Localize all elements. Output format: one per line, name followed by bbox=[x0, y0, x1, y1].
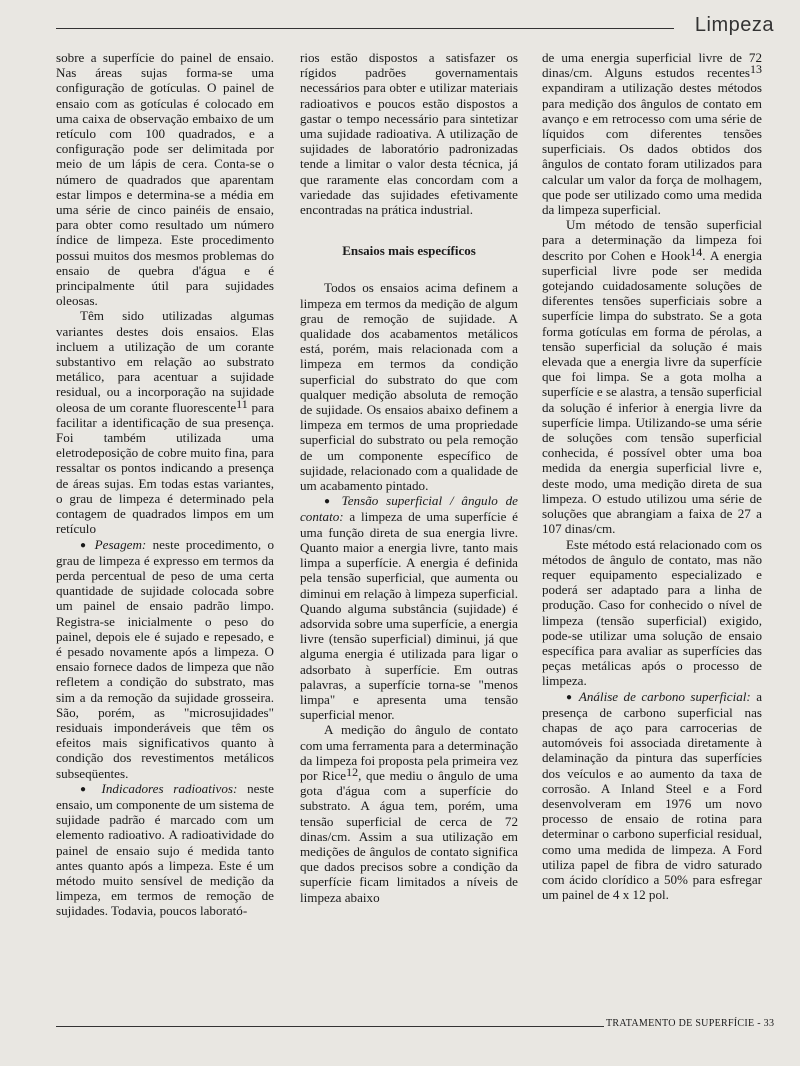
section-heading: Ensaios mais específicos bbox=[342, 243, 476, 259]
term: Pesagem: bbox=[94, 536, 147, 552]
text-run: de uma energia superficial livre de 72 dinas/cm. Alguns estudos recentes bbox=[542, 50, 762, 81]
column-2 bbox=[300, 50, 518, 905]
term: Tensão superficial / ângulo de contato: bbox=[300, 493, 518, 525]
footer-rule bbox=[56, 1026, 604, 1027]
text-run: expandiram a utilização destes métodos para medição dos ângulos de contato em avanço e em retrocesso com uma série de líquidos com diferentes tensões superficiais. Os dados obtidos dos ângulos de contato foram utilizados para calcular um valor da força de molhagem, que pode ser utilizado como uma medida da limpeza superficial. bbox=[542, 80, 762, 218]
page-footer: TRATAMENTO DE SUPERFÍCIE - 33 bbox=[606, 1018, 775, 1029]
text-run: a limpeza de uma superfície é uma função direta de sua energia livre. Quanto maior a energia livre, tanto mais limpa a superfície. A energia é definida pela tensão superficial, que aumenta ou diminui em relação à limpeza superficial. Quando alguma substância (sujidade) é adsorvida sobre uma superfície, a energia livre (tensão superficial) diminui, já que alguma energia é utilizada para ligar o adsorbato à superfície. Em outras palavras, a superfície torna-se "menos limpa" e apresenta uma tensão superficial menor. bbox=[300, 509, 518, 723]
term: Indicadores radioativos: bbox=[101, 780, 238, 796]
text-run: a presença de carbono superficial nas chapas de aço para carrocerias de automóveis foi associada diretamente à delaminação da pintura das superfícies dos veículos e ao aumento da taxa de corrosão. A Inland Steel e a Ford desenvolveram em 1976 um novo processo de ensaio de rotina para determinar o carbono superficial residual, como uma medida de limpeza. A Ford utiliza papel de fibra de vidro saturado com ácido clorídico a 50% para esfregar um painel de 4 x 12 pol. bbox=[542, 688, 762, 903]
text-run: neste procedimento, o grau de limpeza é expresso em termos da perda percentual de peso de uma certa quantidade de sujidade colocada sobre um painel de ensaio padrão limpo. Registra-se inicialmente o peso do painel, depois ele é sujado e repesado, e é pesado novamente após a limpeza. O ensaio fornece dados de limpeza que não refletem a condição do substrato, mas sim a da remoção da sujidade grosseira. São, porém, as "microsujidades" residuais imponderáveis que têm os efeitos mais significativos quanto à condição dos revestimentos metálicos subseqüentes. bbox=[56, 536, 274, 781]
footnote-ref: 12 bbox=[346, 764, 359, 779]
paragraph bbox=[542, 689, 762, 903]
paragraph bbox=[300, 722, 518, 904]
paragraph bbox=[542, 217, 762, 536]
paragraph: rios estão dispostos a satisfazer os rígidos padrões governamentais necessários para obter e utilizar materiais radioativos e poucos estão dispostos a gastar o tempo necessário para sintetizar uma sujidade radioativa. A utilização de sujidades de laboratório padronizadas tende a limitar o valor desta técnica, já que raramente elas concordam com a variedade das sujidades efetivamente encontradas na prática industrial. bbox=[300, 50, 518, 218]
footnote-ref: 13 bbox=[750, 62, 762, 77]
section-label: Limpeza bbox=[694, 14, 774, 36]
text-run: Um método de tensão superficial para a determinação da limpeza foi descrito por Cohen e Hook bbox=[542, 217, 762, 263]
column-3 bbox=[542, 50, 762, 902]
text-run: . A energia superficial livre pode ser medida gotejando cuidadosamente soluções de diferentes tensões superficiais sobre a superfície limpa do substrato. Se a gota forma gotículas em forma de pérolas, a tensão superficial da solução é mais elevada que a energia livre da superfície que foi limpa. Se a gota molha a superfície e se alastra, a tensão superficial da solução é inferior à energia livre da superfície limpa. Utilizando-se uma série de soluções com tensão superficial conhecida, é possível obter uma boa medida da energia superficial livre e, deste modo, uma medição direta de sua limpeza. O estudo utilizou uma série de soluções que abrangiam a faixa de 27 a 107 dinas/cm. bbox=[542, 247, 762, 537]
paragraph bbox=[56, 781, 274, 919]
paragraph bbox=[542, 50, 762, 217]
paragraph bbox=[56, 308, 274, 536]
paragraph: Todos os ensaios acima definem a limpeza em termos da medição de algum grau de remoção de sujidade. A qualidade dos acabamentos metálicos está, porém, mais relacionada com a limpeza em termos da condição superficial do substrato do que com qualquer medição absoluta de remoção de sujidade. Os ensaios abaixo definem a limpeza em termos de uma propriedade superficial do substrato ou pela remoção de um componente específico de sujidade, relacionado com a qualidade de um acabamento pintado. bbox=[300, 280, 518, 494]
term: Análise de carbono superficial: bbox=[578, 688, 751, 704]
paragraph bbox=[56, 537, 274, 781]
paragraph: sobre a superfície do painel de ensaio. Nas áreas sujas forma-se uma configuração de gotículas. O painel de ensaio com as gotículas é colocado em uma caixa de observação embaixo de um retículo com 100 quadrados, e a configuração pode ser delimitada por meio de um lápis de cera. Conta-se o número de quadrados que aparentam estar limpos e determina-se a média em uma série de cinco painéis de ensaio, para obter como resultado um número índice de limpeza. Este procedimento possui muitos dos mesmos problemas do ensaio de quebra d'água e é principalmente útil para sujidades oleosas. bbox=[56, 50, 274, 309]
footnote-ref: 14 bbox=[690, 244, 703, 259]
text-run: neste ensaio, um componente de um sistema de sujidade padrão é marcado com um elemento radioativo. A radioatividade do painel de ensaio sujo é medida tanto antes quanto após a limpeza. Este é um método muito sensível de medição da limpeza, em termos de remoção de sujidades. Todavia, poucos laborató- bbox=[56, 780, 274, 919]
text-run: Têm sido utilizadas algumas variantes destes dois ensaios. Elas incluem a utilização de um corante substantivo em relação ao substrato metálico, para acentuar a sujidade residual, ou a incorporação na sujidade oleosa de um corante fluorescente bbox=[56, 308, 274, 415]
column-1 bbox=[56, 50, 274, 919]
header-rule bbox=[56, 28, 674, 29]
text-run: , que mediu o ângulo de uma gota d'água com a superfície do substrato. A água tem, porém, uma tensão superficial de cerca de 72 dinas/cm. Assim a sua utilização em medições de ângulos de contato significa que dados precisos sobre a condição da superfície ficam limitados a níveis de limpeza abaixo bbox=[300, 767, 518, 905]
text-run: A medição do ângulo de contato com uma ferramenta para a determinação da limpeza foi proposta pela primeira vez por Rice bbox=[300, 722, 518, 783]
paragraph: Este método está relacionado com os métodos de ângulo de contato, mas não requer equipamento especializado e poderá ser adaptado para a linha de produção. Caso for conhecido o nível de limpeza (tensão superficial) exigido, pode-se utilizar uma solução de ensaio específica para avaliar as superfícies das peças metálicas após o processo de limpeza. bbox=[542, 536, 762, 689]
footnote-ref: 11 bbox=[236, 396, 248, 411]
text-run: para facilitar a identificação de sua presença. Foi também utilizada uma eletrodeposição de cobre muito fina, para ressaltar os pontos indicando a presença de áreas sujas. Em todas estas variantes, o grau de limpeza é determinado pela contagem de quadrados limpos em um retículo bbox=[56, 399, 275, 537]
paragraph bbox=[300, 493, 518, 722]
